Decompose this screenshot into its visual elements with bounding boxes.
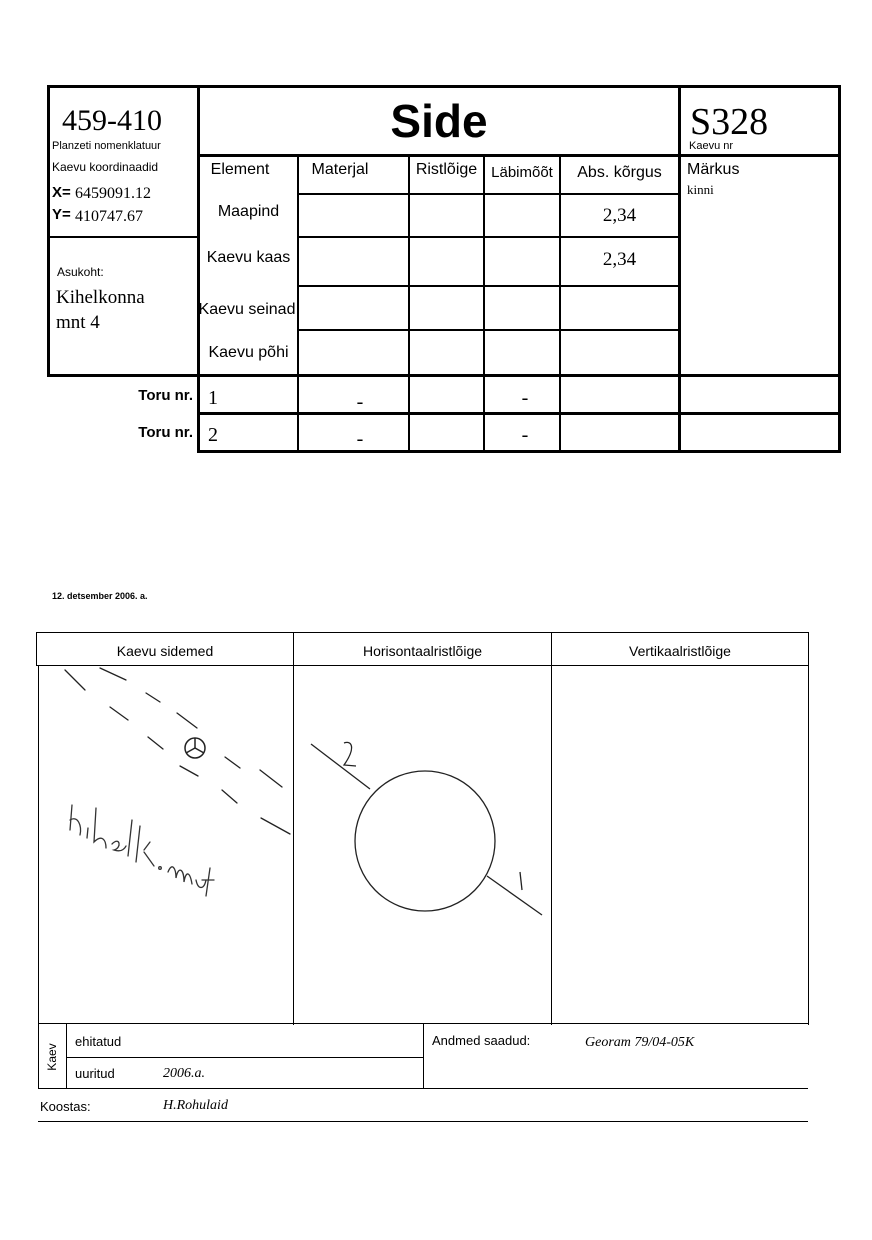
document-date: 12. detsember 2006. a. [52,591,148,601]
data-source-label: Andmed saadud: [432,1033,531,1048]
location-line-2: mnt 4 [56,312,100,333]
row-label-ground: Maapind [217,203,280,220]
pipe-number-1: 1 [208,387,218,409]
x-coordinate-label: X= [52,184,71,201]
pipe-mark-2-icon [344,742,356,766]
pipe-mark-1-icon [520,872,522,890]
pipe-line-1 [487,876,542,915]
col-header-note: Märkus [687,161,740,178]
location-line-1: Kihelkonna [56,287,145,308]
pipe-material-2: - [356,428,364,450]
y-coordinate-label: Y= [52,206,71,223]
horizontal-section-drawing [311,742,542,915]
sketch-header-vertical: Vertikaalristlõige [629,643,731,659]
pipe-label-1: Toru nr. [138,387,193,404]
note-value: kinni [687,182,714,197]
row-height-ground: 2,34 [602,205,637,226]
well-number-label: Kaevu nr [689,140,734,152]
page-title: Side [390,95,488,147]
pipe-label-2: Toru nr. [138,424,193,441]
location-label: Asukoht: [57,265,104,279]
x-coordinate-value: 6459091.12 [75,185,151,202]
col-header-abs-height: Abs. kõrgus [577,164,662,181]
sketch-header-horizontal: Horisontaalristlõige [362,643,483,659]
row-label-well-lid: Kaevu kaas [206,249,291,266]
street-handwriting-icon [70,805,214,896]
pipe-line-2 [311,744,370,789]
coordinates-label: Kaevu koordinaadid [52,160,159,174]
map-nomenclature-label: Planzeti nomenklatuur [52,140,161,152]
pipe-number-2: 2 [208,424,218,446]
y-coordinate-value: 410747.67 [75,208,143,225]
pipe-material-1: - [356,391,364,413]
col-header-material: Materjal [311,161,369,178]
well-symbol-icon [185,738,205,758]
sketch-header-connections: Kaevu sidemed [116,643,214,659]
pipe-diameter-2: - [521,424,529,446]
data-source-value: Georam 79/04-05K [585,1035,695,1050]
row-label-well-walls: Kaevu seinad [198,301,296,318]
surveyed-value: 2006.a. [163,1066,205,1081]
surveyed-label: uuritud [75,1066,115,1081]
col-header-element: Element [210,161,270,178]
pipe-diameter-1: - [521,387,529,409]
well-circle-icon [355,771,495,911]
map-nomenclature: 459-410 [62,104,162,137]
col-header-diameter: Läbimõõt [491,164,553,181]
author-label: Koostas: [40,1099,91,1114]
row-height-well-lid: 2,34 [602,249,637,270]
street-dashed-lines [65,668,290,834]
well-number: S328 [690,101,769,143]
author-value: H.Rohulaid [163,1098,228,1113]
well-vertical-label: Kaev [45,1043,59,1071]
built-label: ehitatud [75,1034,122,1049]
col-header-cross-section: Ristlõige [415,161,478,178]
row-label-well-bottom: Kaevu põhi [208,344,289,361]
